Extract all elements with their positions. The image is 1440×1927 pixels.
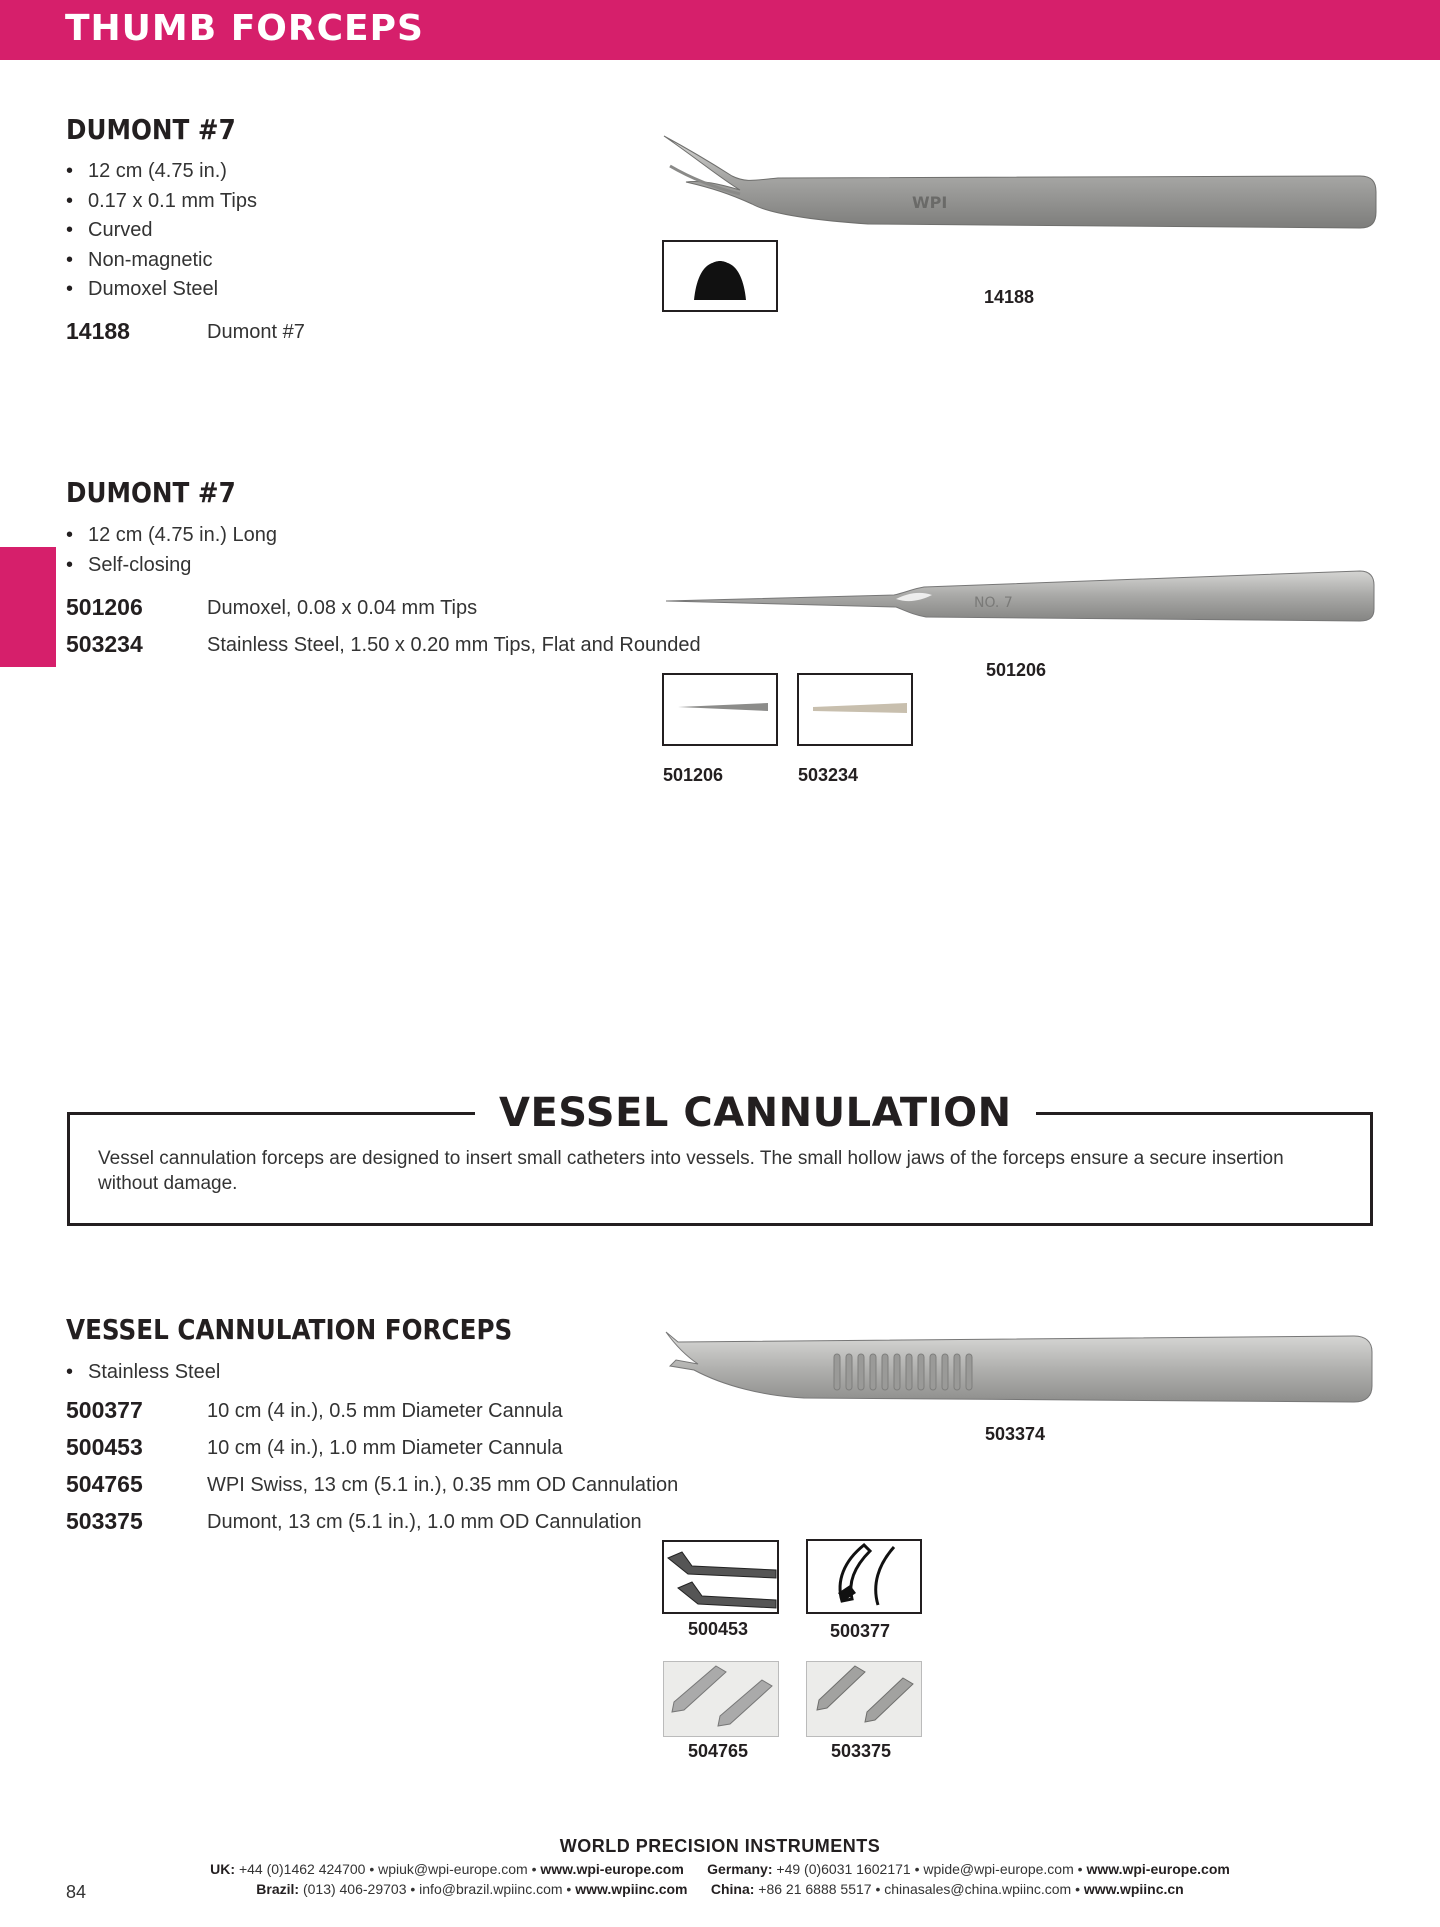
section-title-vessel-cannulation-forceps: VESSEL CANNULATION FORCEPS — [66, 1313, 513, 1346]
footer-website-link[interactable]: www.wpi-europe.com — [540, 1861, 684, 1877]
product-code: 504765 — [66, 1471, 143, 1497]
footer-contact: (013) 406-29703 • info@brazil.wpiinc.com • — [302, 1881, 572, 1897]
curved-forceps-image — [660, 128, 1380, 238]
flat-tip-icon — [799, 675, 911, 744]
footer-contact-line-1 — [0, 1861, 1440, 1877]
info-box-title-wrap — [475, 1090, 1036, 1136]
footer-company-name: WORLD PRECISION INSTRUMENTS — [559, 1836, 881, 1856]
feature-list — [66, 157, 257, 305]
feature-item: • Self-closing — [66, 551, 277, 581]
product-code: 500453 — [66, 1434, 143, 1460]
product-code: 501206 — [66, 594, 143, 620]
image-caption: 503374 — [985, 1424, 1046, 1444]
self-closing-forceps-image — [664, 565, 1376, 625]
footer-website-link[interactable]: www.wpiinc.com — [575, 1881, 688, 1897]
footer-website-link[interactable]: www.wpi-europe.com — [1086, 1861, 1230, 1877]
feature-item: • Non-magnetic — [66, 246, 257, 276]
thumbnail-caption: 500453 — [688, 1619, 749, 1639]
swiss-cannula-tip-icon — [664, 1662, 778, 1736]
tip-detail-thumbnail — [797, 673, 913, 746]
product-description: WPI Swiss, 13 cm (5.1 in.), 0.35 mm OD Cannulation — [207, 1474, 679, 1496]
feature-item: • Dumoxel Steel — [66, 275, 257, 305]
feature-list — [66, 1358, 220, 1388]
tip-detail-thumbnail — [806, 1661, 922, 1737]
section-title-dumont-7-self-closing: DUMONT #7 — [66, 476, 236, 509]
feature-list — [66, 521, 277, 580]
product-code: 500377 — [66, 1397, 143, 1423]
feature-item: • Stainless Steel — [66, 1358, 220, 1388]
dumont-cannula-tip-icon — [807, 1662, 921, 1736]
footer-contact-line-2 — [0, 1881, 1440, 1897]
product-description: Dumoxel, 0.08 x 0.04 mm Tips — [207, 597, 478, 619]
image-caption: 501206 — [986, 660, 1047, 680]
vessel-cannulation-forceps-image — [664, 1326, 1376, 1416]
product-description: Dumont, 13 cm (5.1 in.), 1.0 mm OD Cannulation — [207, 1511, 642, 1533]
thumbnail-caption: 500377 — [830, 1621, 891, 1641]
tip-detail-thumbnail — [806, 1539, 922, 1614]
angled-cannula-tip-icon — [664, 1542, 777, 1612]
image-caption: 14188 — [984, 287, 1035, 307]
tip-profile-icon — [664, 242, 776, 310]
product-description: 10 cm (4 in.), 0.5 mm Diameter Cannula — [207, 1400, 563, 1422]
footer-label: Germany: — [707, 1861, 773, 1877]
product-description: 10 cm (4 in.), 1.0 mm Diameter Cannula — [207, 1437, 563, 1459]
tip-detail-thumbnail — [662, 673, 778, 746]
section-title-dumont-7-curved: DUMONT #7 — [66, 113, 236, 146]
curved-cannula-tip-icon — [808, 1541, 920, 1612]
footer-label: UK: — [210, 1861, 236, 1877]
feature-item: • 12 cm (4.75 in.) Long — [66, 521, 277, 551]
product-code: 14188 — [66, 318, 130, 344]
product-description: Dumont #7 — [207, 321, 305, 343]
tip-detail-thumbnail — [663, 1661, 779, 1737]
feature-item: • Curved — [66, 216, 257, 246]
product-code: 503234 — [66, 631, 143, 657]
info-box-description: Vessel cannulation forceps are designed to insert small catheters into vessels. The small hollow jaws of the forceps ensure a secure insertion without damage. — [98, 1148, 1284, 1194]
fine-tip-icon — [664, 675, 776, 744]
thumbnail-caption: 503234 — [798, 765, 859, 785]
footer-contact: +86 21 6888 5517 • chinasales@china.wpiinc.com • — [758, 1881, 1081, 1897]
product-description: Stainless Steel, 1.50 x 0.20 mm Tips, Flat and Rounded — [207, 634, 701, 656]
footer-website-link[interactable]: www.wpiinc.cn — [1083, 1881, 1184, 1897]
engraved-model-mark: NO. 7 — [974, 595, 1013, 611]
section-tab-marker — [0, 547, 56, 667]
footer-contact: +49 (0)6031 1602171 • wpide@wpi-europe.com • — [776, 1861, 1083, 1877]
footer-label: China: — [710, 1881, 755, 1897]
feature-item: • 0.17 x 0.1 mm Tips — [66, 187, 257, 217]
tip-detail-thumbnail — [662, 240, 778, 312]
engraved-logo-mark: WPI — [912, 193, 948, 212]
info-box-title: VESSEL CANNULATION — [499, 1090, 1012, 1136]
footer-label: Brazil: — [256, 1881, 300, 1897]
page-number: 84 — [66, 1882, 87, 1902]
thumbnail-caption: 504765 — [688, 1741, 749, 1761]
footer-contact: +44 (0)1462 424700 • wpiuk@wpi-europe.com • — [238, 1861, 537, 1877]
feature-item: • 12 cm (4.75 in.) — [66, 157, 257, 187]
product-code: 503375 — [66, 1508, 143, 1534]
tip-detail-thumbnail — [662, 1540, 779, 1614]
thumbnail-caption: 503375 — [831, 1741, 892, 1761]
page-title: THUMB FORCEPS — [65, 8, 424, 49]
thumbnail-caption: 501206 — [663, 765, 724, 785]
